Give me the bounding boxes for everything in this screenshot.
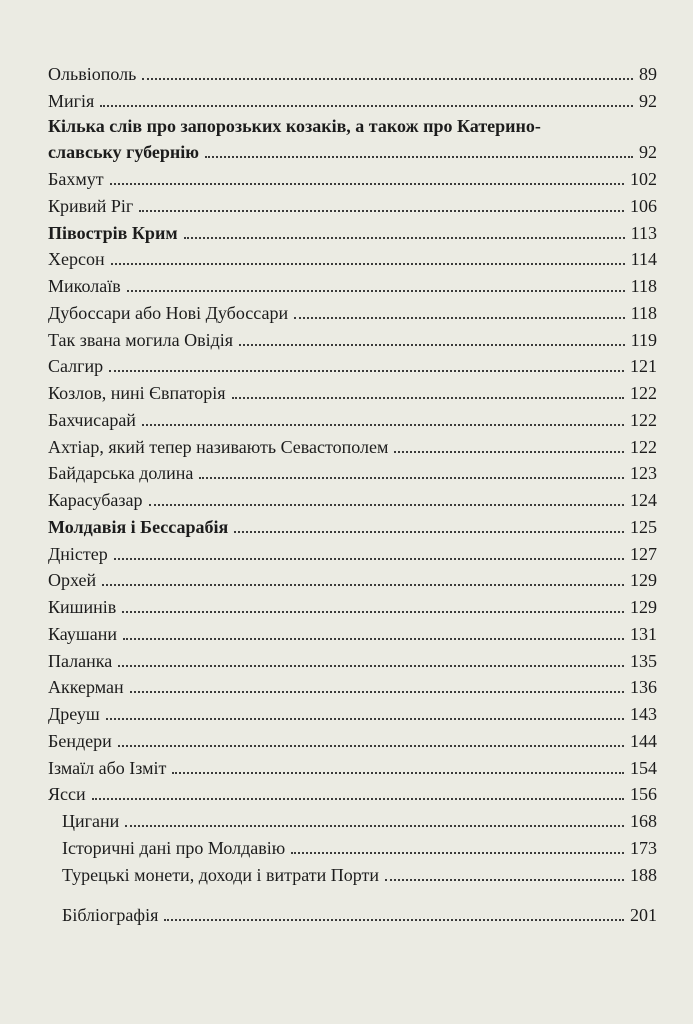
dot-leader	[118, 665, 624, 667]
toc-entry-page: 173	[630, 837, 657, 858]
toc-entry	[48, 540, 657, 567]
dot-leader	[106, 718, 624, 720]
toc-entry-title: Ясси	[48, 784, 86, 805]
toc-entry	[48, 807, 657, 834]
toc-section-heading	[48, 114, 657, 139]
toc-entry-title: Козлов, нині Євпаторія	[48, 383, 226, 403]
dot-leader	[110, 183, 624, 185]
dot-leader	[100, 105, 633, 107]
toc-entry-title: Паланка	[48, 650, 113, 671]
toc-entry-title: Кривий Ріг	[48, 195, 134, 216]
dot-leader	[291, 852, 624, 854]
toc-entry-page: 201	[630, 905, 657, 926]
toc-entry-page: 113	[630, 222, 657, 243]
toc-entry-title: Херсон	[48, 249, 105, 270]
toc-entry	[48, 593, 657, 620]
dot-leader	[139, 210, 624, 212]
toc-entry-page: 125	[630, 516, 657, 537]
toc-entry-title: Цигани	[62, 811, 120, 831]
toc-entry-title: Історичні дані про Молдавію	[62, 837, 286, 858]
dot-leader	[109, 370, 624, 372]
dot-leader	[199, 477, 624, 479]
toc-entry-page: 118	[630, 302, 657, 323]
toc-entry-page: 122	[630, 436, 657, 457]
dot-leader	[205, 156, 633, 158]
toc-entry-title: Турецькі монети, доходи і витрати Порти	[62, 864, 379, 885]
toc-entry	[48, 620, 657, 647]
toc-entry-title: Байдарська долина	[48, 463, 194, 484]
toc-entry-page: 136	[630, 677, 657, 698]
toc-entry-page: 102	[630, 169, 657, 189]
toc-section-heading	[48, 139, 657, 166]
toc-entry	[48, 727, 657, 754]
toc-entry-page: 114	[630, 249, 657, 270]
toc-entry-title: Бібліографія	[62, 905, 159, 926]
toc-entry	[48, 861, 657, 888]
toc-entry-title: Кілька слів про запорозьких козаків, а також про Катерино-	[48, 115, 541, 136]
toc-entry-page: 121	[630, 356, 657, 377]
toc-entry-title: славську губернію	[48, 142, 199, 163]
toc-entry	[48, 460, 657, 487]
toc-entry	[48, 353, 657, 380]
dot-leader	[130, 691, 624, 693]
dot-leader	[111, 263, 625, 265]
toc-entry-title: Карасубазар	[48, 490, 143, 510]
dot-leader	[122, 611, 624, 613]
toc-entry	[48, 299, 657, 326]
dot-leader	[172, 772, 624, 774]
dot-leader	[127, 290, 625, 292]
toc-entry	[48, 406, 657, 433]
toc-entry	[48, 165, 657, 192]
dot-leader	[394, 451, 624, 453]
toc-entry-page: 118	[630, 276, 657, 296]
dot-leader	[164, 919, 624, 921]
toc-entry-page: 89	[639, 63, 657, 84]
toc-entry-page: 106	[630, 195, 657, 216]
toc-entry-title: Дубоссари або Нові Дубоссари	[48, 302, 289, 323]
toc-entry-page: 143	[630, 704, 657, 724]
dot-leader	[92, 798, 624, 800]
dot-leader	[149, 504, 624, 506]
toc-entry-title: Молдавія і Бессарабія	[48, 516, 229, 537]
dot-leader	[118, 745, 624, 747]
toc-entry-title: Півострів Крим	[48, 222, 178, 243]
dot-leader	[184, 237, 625, 239]
toc-entry	[48, 326, 657, 353]
toc-entry-page: 168	[630, 811, 657, 831]
toc-entry-title: Салгир	[48, 356, 104, 377]
toc-entry-page: 122	[630, 409, 657, 430]
toc-entry-title: Так звана могила Овідія	[48, 329, 234, 350]
toc-entry	[48, 272, 657, 299]
toc-entry-page: 144	[630, 730, 657, 751]
toc-entry	[48, 87, 657, 114]
toc-entry-title: Ізмаїл або Ізміт	[48, 757, 167, 778]
dot-leader	[142, 424, 624, 426]
toc-entry-bibliography	[48, 902, 657, 929]
toc-entry	[48, 754, 657, 781]
toc-entry-title: Миколаїв	[48, 276, 121, 296]
toc-entry-page: 154	[630, 757, 657, 778]
toc-entry-page: 92	[639, 142, 657, 163]
toc-entry-title: Каушани	[48, 623, 117, 644]
dot-leader	[239, 344, 625, 346]
dot-leader	[102, 584, 624, 586]
toc-entry-title: Ольвіополь	[48, 63, 137, 84]
toc-entry	[48, 379, 657, 406]
toc-entry	[48, 834, 657, 861]
toc-entry	[48, 486, 657, 513]
dot-leader	[114, 558, 624, 560]
toc-entry-page: 123	[630, 463, 657, 484]
toc-entry-page: 131	[630, 623, 657, 644]
toc-entry-page: 119	[630, 329, 657, 350]
toc-entry-page: 129	[630, 570, 657, 591]
dot-leader	[142, 78, 633, 80]
toc-entry	[48, 433, 657, 460]
toc-entry-title: Ахтіар, який тепер називають Севастополем	[48, 436, 389, 457]
toc-section-heading	[48, 513, 657, 540]
toc-entry	[48, 246, 657, 273]
toc-entry-page: 156	[630, 784, 657, 805]
toc-entry-title: Орхей	[48, 570, 97, 591]
dot-leader	[385, 879, 624, 881]
toc-entry-page: 135	[630, 650, 657, 671]
toc-entry	[48, 567, 657, 594]
dot-leader	[232, 397, 624, 399]
toc-entry-title: Бахмут	[48, 169, 104, 189]
toc-entry-page: 127	[630, 543, 657, 564]
toc-entry	[48, 781, 657, 808]
toc-entry	[48, 700, 657, 727]
toc-entry-title: Дністер	[48, 543, 108, 564]
toc-entry-title: Кишинів	[48, 597, 117, 617]
toc-entry-page: 122	[630, 383, 657, 403]
toc-entry-title: Аккерман	[48, 677, 124, 698]
toc-entry	[48, 647, 657, 674]
toc-entry	[48, 60, 657, 87]
dot-leader	[123, 638, 624, 640]
toc-entry-page: 124	[630, 490, 657, 510]
toc-entry	[48, 192, 657, 219]
table-of-contents	[48, 60, 657, 928]
toc-entry-title: Дреуш	[48, 704, 100, 724]
dot-leader	[294, 317, 625, 319]
toc-entry-page: 188	[630, 864, 657, 885]
toc-entry-title: Бахчисарай	[48, 409, 136, 430]
toc-entry-page: 129	[630, 597, 657, 617]
toc-entry-page: 92	[639, 90, 657, 111]
dot-leader	[234, 531, 624, 533]
toc-entry-title: Мигія	[48, 90, 95, 111]
toc-entry-title: Бендери	[48, 730, 112, 751]
toc-entry	[48, 674, 657, 701]
dot-leader	[125, 825, 624, 827]
toc-section-heading	[48, 219, 657, 246]
